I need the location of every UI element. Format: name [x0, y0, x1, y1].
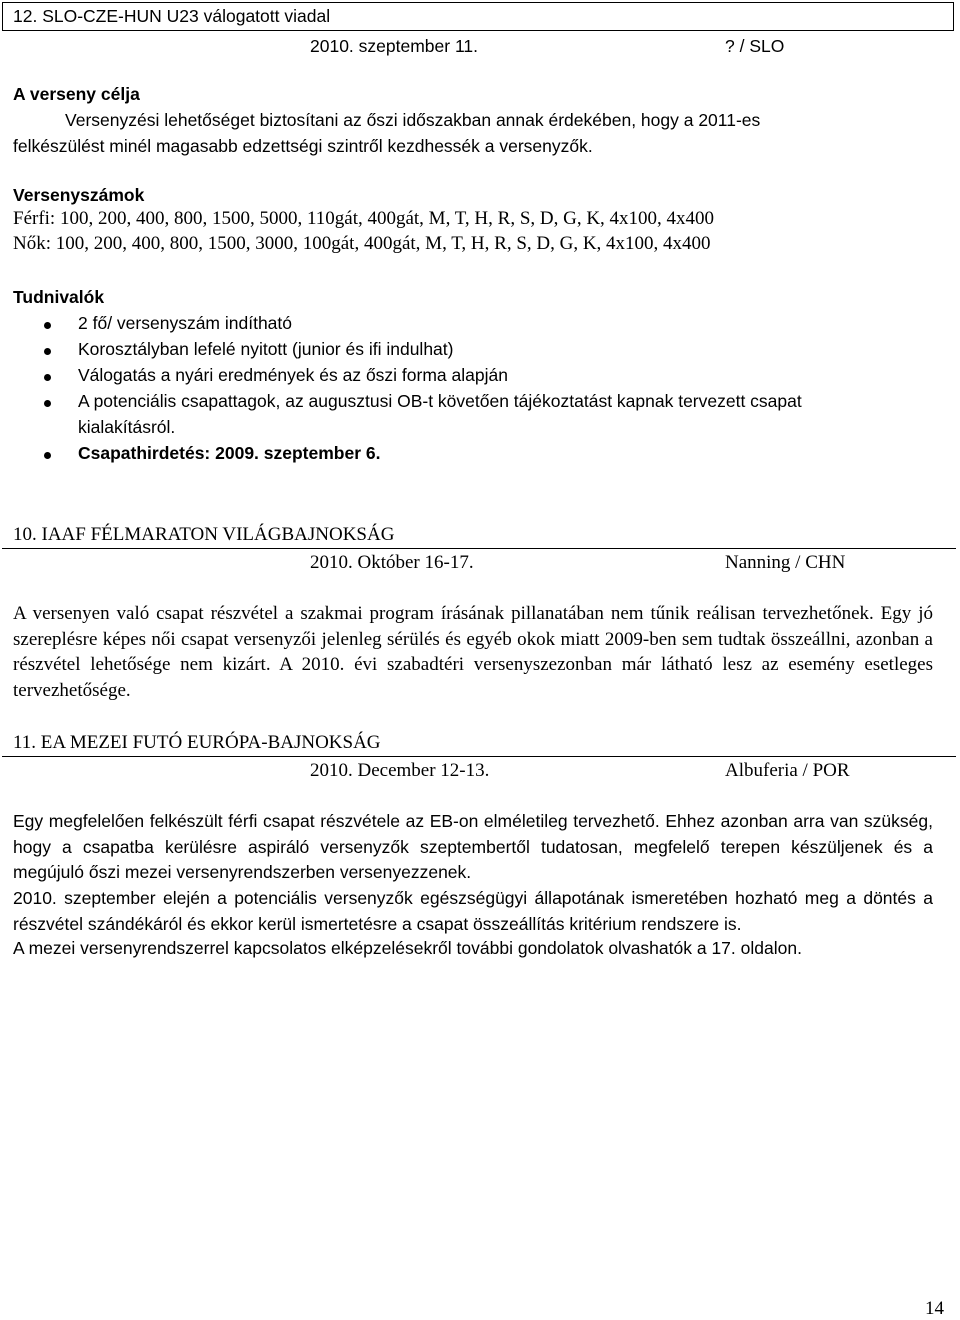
- info-item: A potenciális csapattagok, az augusztusi OB-t követően tájékoztatást kapnak tervezett csapat: [78, 391, 802, 411]
- bullet-icon: [44, 348, 51, 355]
- section-11-rule: [2, 756, 956, 757]
- section-12-title: 12. SLO-CZE-HUN U23 válogatott viadal: [13, 6, 331, 26]
- info-heading: Tudnivalók: [13, 287, 105, 307]
- goal-heading: A verseny célja: [13, 84, 140, 104]
- section-10-rule: [2, 548, 956, 549]
- section-11-title: 11. EA MEZEI FUTÓ EURÓPA-BAJNOKSÁG: [13, 732, 381, 753]
- goal-text-line-2: felkészülést minél magasabb edzettségi szintről kezdhessék a versenyzők.: [13, 136, 593, 156]
- goal-text-line-1: Versenyzési lehetőséget biztosítani az őszi időszakban annak érdekében, hogy a 2011-es: [65, 110, 761, 130]
- page-number: 14: [925, 1298, 944, 1319]
- section-10-body: A versenyen való csapat részvétel a szakmai program írásának pillanatában nem tűnik reálisan tervezhetőnek. Egy jó szereplésre képes női csapat versenyzői jelenleg sérülés és egyéb okok miatt 2009-ben sem tudtak összeállni, azonban a részvétel lehetősége nem kizárt. A 2010. évi szabadtéri versenyszezonban már látható lesz az esemény esetleges tervezhetősége.: [13, 603, 933, 701]
- section-12-date: 2010. szeptember 11.: [310, 36, 478, 56]
- info-item: Korosztályban lefelé nyitott (junior és ifi indulhat): [78, 339, 454, 359]
- section-10-title: 10. IAAF FÉLMARATON VILÁGBAJNOKSÁG: [13, 524, 395, 545]
- bullet-icon: [44, 400, 51, 407]
- section-11-body-1: Egy megfelelően felkészült férfi csapat részvétele az EB-on elméletileg tervezhető. Ehhez azonban arra van szükség, hogy a csapatba kerülésre aspiráló versenyzők szeptembertől tudatosan, megfelelő terepen készüljenek és a megújuló őszi mezei versenyrendszerben versenyezzenek.: [13, 811, 933, 882]
- section-12-title-box: [2, 2, 954, 31]
- section-11-body-3: A mezei versenyrendszerrel kapcsolatos elképzelésekről további gondolatok olvashatók a 17. oldalon.: [13, 938, 802, 958]
- events-women: Nők: 100, 200, 400, 800, 1500, 3000, 100gát, 400gát, M, T, H, R, S, D, G, K, 4x100, 4x400: [13, 233, 711, 254]
- events-heading: Versenyszámok: [13, 185, 145, 205]
- section-10-place: Nanning / CHN: [725, 552, 846, 573]
- info-item-announcement: Csapathirdetés: 2009. szeptember 6.: [78, 443, 381, 463]
- events-men: Férfi: 100, 200, 400, 800, 1500, 5000, 110gát, 400gát, M, T, H, R, S, D, G, K, 4x100, 4x400: [13, 208, 715, 229]
- bullet-icon: [44, 322, 51, 329]
- section-12-place: ? / SLO: [725, 36, 785, 56]
- section-11-place: Albuferia / POR: [725, 760, 850, 781]
- section-11-date: 2010. December 12-13.: [310, 760, 490, 781]
- info-item: Válogatás a nyári eredmények és az őszi forma alapján: [78, 365, 508, 385]
- bullet-icon: [44, 374, 51, 381]
- section-10-date: 2010. Október 16-17.: [310, 552, 474, 573]
- info-item: 2 fő/ versenyszám indítható: [78, 313, 292, 333]
- bullet-icon: [44, 452, 51, 459]
- section-11-body-2: 2010. szeptember elején a potenciális versenyzők egészségügyi állapotának ismeretében hozható meg a döntés a részvétel szándékáról és ekkor kerül ismertetésre a csapat összeállítás kritérium rendszere is.: [13, 888, 933, 934]
- info-item-continuation: kialakításról.: [78, 417, 176, 437]
